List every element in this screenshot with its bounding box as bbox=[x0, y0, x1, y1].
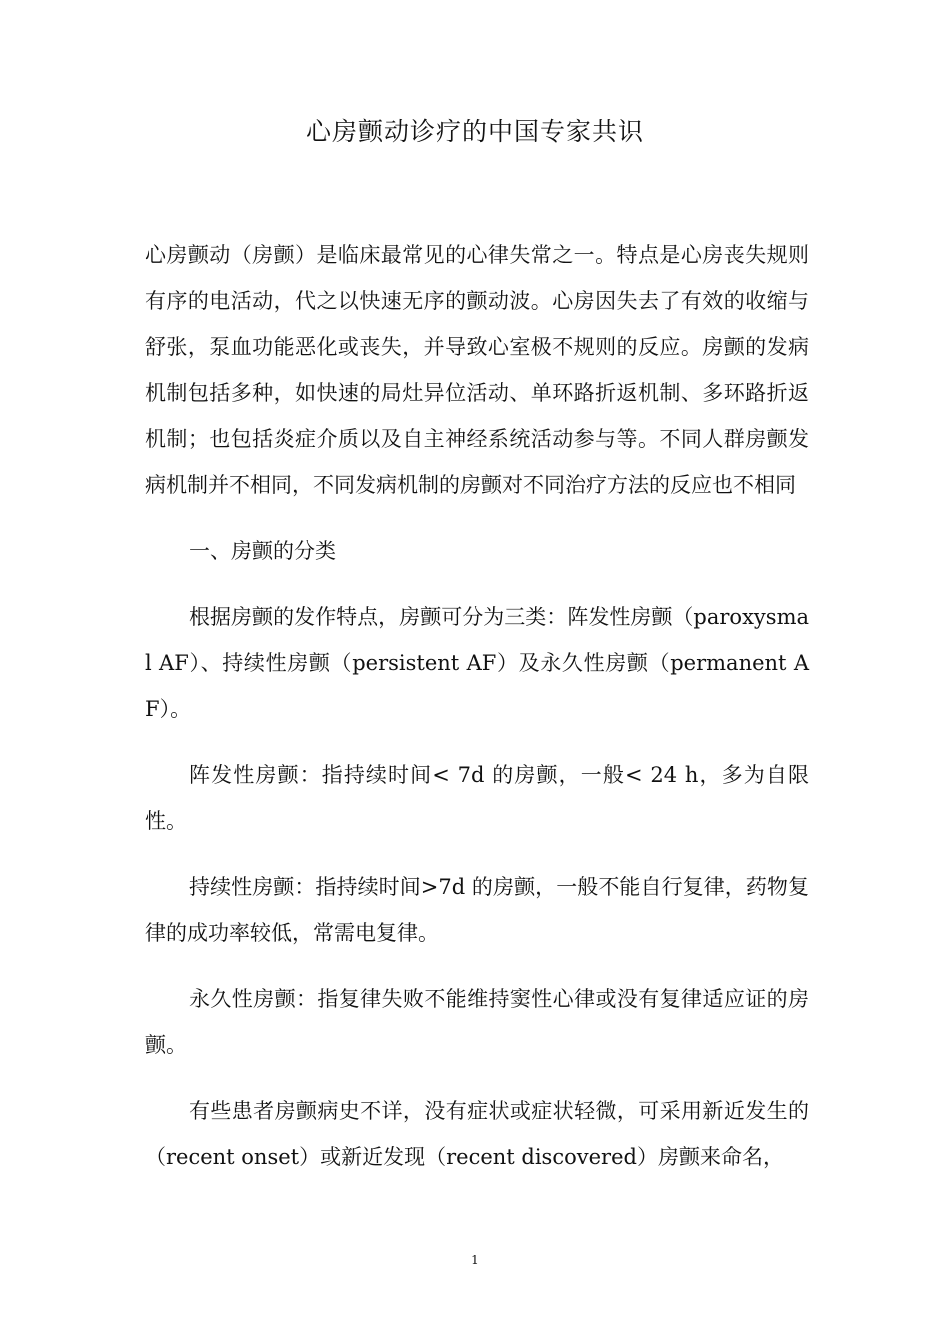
section-heading-classification: 一、房颤的分类 bbox=[189, 539, 336, 563]
paragraph-paroxysmal: 阵发性房颤：指持续时间< 7d 的房颤，一般< 24 h，多为自限性。 bbox=[145, 763, 809, 833]
paragraph-recent-onset: 有些患者房颤病史不详，没有症状或症状轻微，可采用新近发生的（recent onset）或新近发现（recent discovered）房颤来命名， bbox=[145, 1099, 809, 1169]
document-title: 心房颤动诊疗的中国专家共识 bbox=[305, 117, 644, 146]
paragraph-intro: 心房颤动（房颤）是临床最常见的心律失常之一。特点是心房丧失规则有序的电活动，代之以快速无序的颤动波。心房因失去了有效的收缩与舒张，泵血功能恶化或丧失，并导致心室极不规则的反应。房颤的发病机制包括多种，如快速的局灶异位活动、单环路折返机制、多环路折返机制；也包括炎症介质以及自主神经系统活动参与等。不同人群房颤发病机制并不相同，不同发病机制的房颤对不同治疗方法的反应也不相同 bbox=[145, 243, 809, 497]
paragraph-classification: 根据房颤的发作特点，房颤可分为三类：阵发性房颤（paroxysmal AF）、持续性房颤（persistent AF）及永久性房颤（permanent AF）。 bbox=[145, 605, 809, 721]
page-number: 1 bbox=[471, 1253, 479, 1267]
paragraph-permanent: 永久性房颤：指复律失败不能维持窦性心律或没有复律适应证的房颤。 bbox=[145, 987, 809, 1057]
paragraph-persistent: 持续性房颤：指持续时间>7d 的房颤，一般不能自行复律，药物复律的成功率较低，常需电复律。 bbox=[145, 875, 809, 945]
document-body bbox=[145, 232, 809, 1180]
